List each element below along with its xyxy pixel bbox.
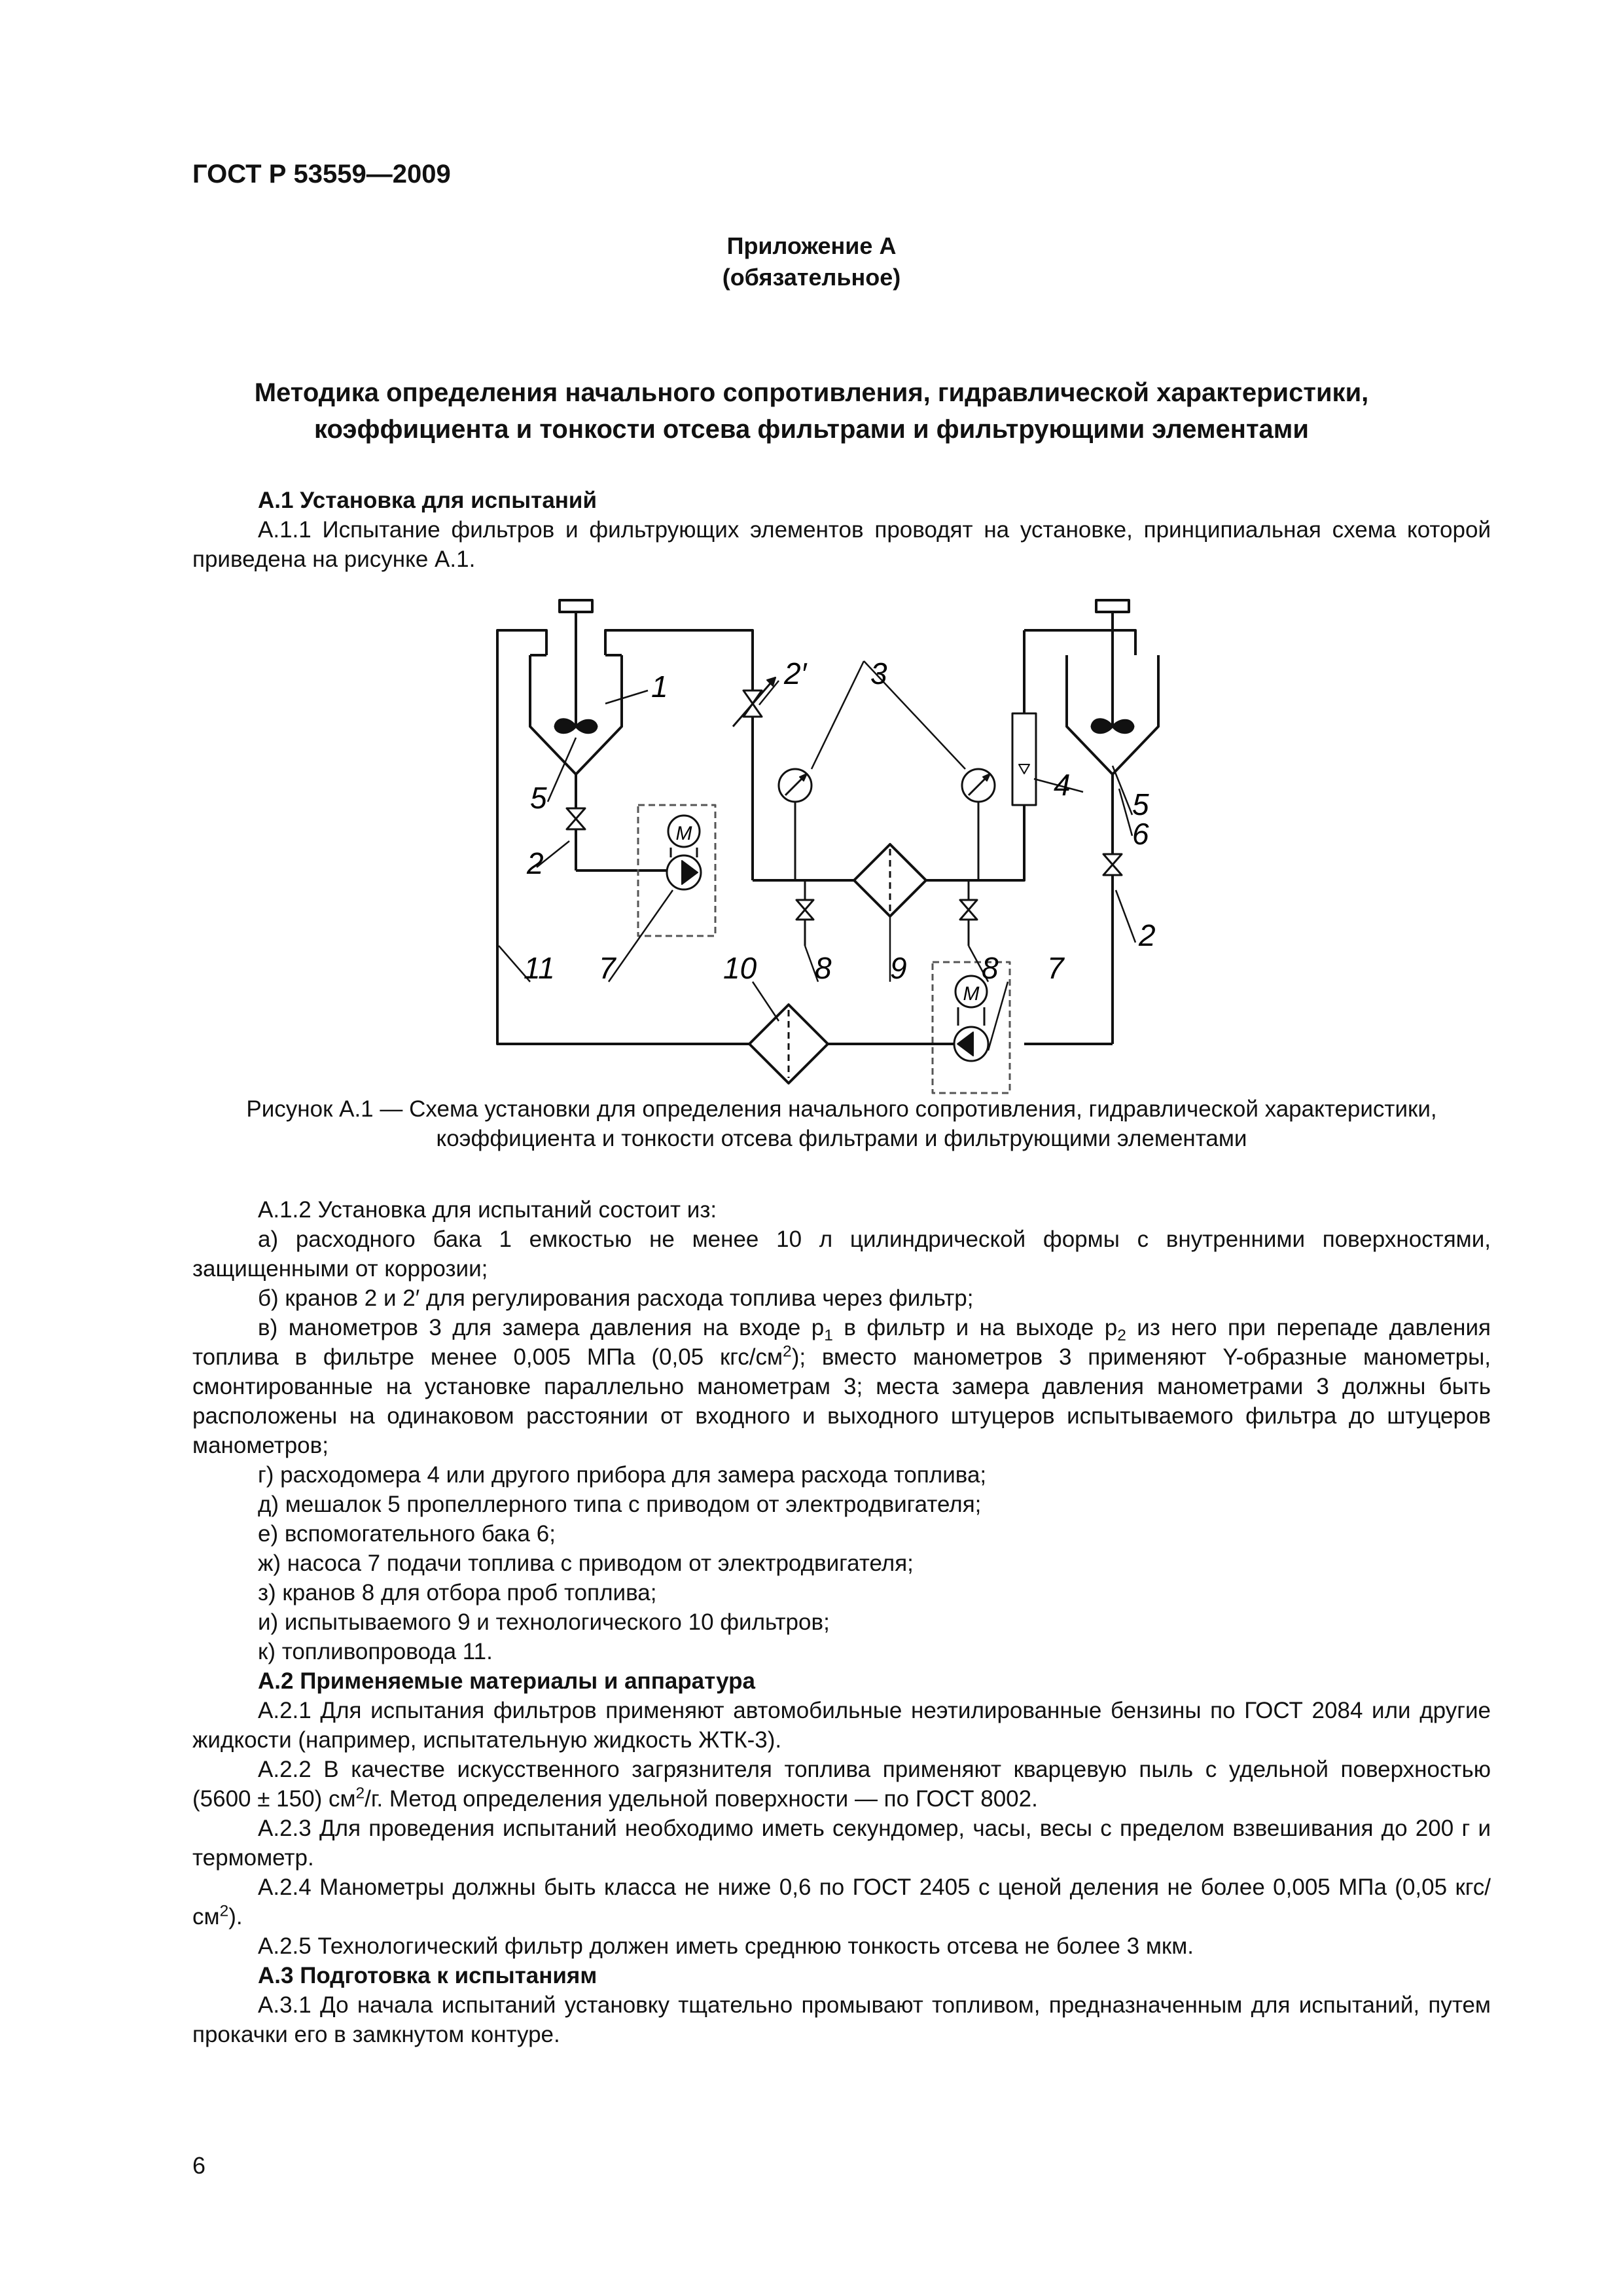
annex-status: (обязательное)	[722, 264, 901, 291]
label-7-right: 7	[1047, 951, 1064, 985]
list-item-b: б) кранов 2 и 2′ для регулирования расхода топлива через фильтр;	[258, 1285, 974, 1311]
figure-caption	[192, 1094, 1491, 1153]
right-valve-2	[1103, 854, 1122, 875]
figure-caption-line1: Рисунок А.1 — Схема установки для определения начального сопротивления, гидравлической характеристики,	[246, 1096, 1437, 1122]
body-text	[192, 1195, 1491, 2049]
list-item-g: г) расходомера 4 или другого прибора для замера расхода топлива;	[258, 1462, 987, 1488]
right-motor-label: M	[963, 983, 980, 1005]
label-11: 11	[524, 951, 555, 985]
paragraph-a3-1: А.3.1 До начала испытаний установку тщательно промывают топливом, предназначенным для испытаний, путем прокачки его в замкнутом контуре.	[192, 1992, 1491, 2047]
left-valve-2	[567, 808, 585, 829]
label-1: 1	[651, 670, 668, 704]
annex-heading	[0, 230, 1623, 293]
left-motor-label: M	[675, 823, 692, 844]
paragraph-a2-1: А.2.1 Для испытания фильтров применяют автомобильные неэтилированные бензины по ГОСТ 2084 или другие жидкости (например, испытательную жидкость ЖТК-3).	[192, 1698, 1491, 1753]
sample-tap-right	[960, 900, 977, 920]
label-7-left: 7	[599, 951, 616, 985]
section-a2-heading: А.2 Применяемые материалы и аппаратура	[258, 1668, 756, 1694]
section-a1	[192, 486, 1491, 574]
annex-title	[196, 374, 1427, 448]
list-item-d: д) мешалок 5 пропеллерного типа с приводом от электродвигателя;	[258, 1492, 982, 1517]
annex-title-line2: коэффициента и тонкости отсева фильтрами и фильтрующими элементами	[314, 415, 1309, 444]
paragraph-a1-2-intro: А.1.2 Установка для испытаний состоит из:	[258, 1197, 717, 1223]
label-9: 9	[890, 951, 907, 985]
label-2-left: 2	[527, 846, 544, 880]
list-item-i: и) испытываемого 9 и технологического 10 фильтров;	[258, 1609, 830, 1635]
right-tank-cap	[1096, 600, 1129, 612]
page-number: 6	[192, 2152, 206, 2179]
label-5-right: 5	[1132, 787, 1149, 821]
label-8-left: 8	[815, 951, 832, 985]
sample-tap-left	[796, 900, 813, 920]
label-5-left: 5	[530, 781, 547, 815]
label-3: 3	[870, 656, 887, 691]
section-a3-heading: А.3 Подготовка к испытаниям	[258, 1963, 597, 1988]
test-rig-schematic	[471, 592, 1156, 1090]
label-2-right: 2	[1139, 918, 1156, 952]
list-item-e: е) вспомогательного бака 6;	[258, 1521, 556, 1547]
list-item-v: в) манометров 3 для замера давления на входе $p_1$ в фильтр и на выходе $p_2$ из него при перепаде давления топлива в фильтре менее 0,005 МПа (0,05 кгс/$см^2$); вместо манометров 3 применяют Y-образные манометры, смонтированные на установке параллельно манометрам 3; места замера давления манометрами 3 должны быть расположены на одинаковом расстоянии от входного и выходного штуцеров испытываемого фильтра до штуцеров манометров;	[192, 1315, 1491, 1458]
paragraph-a2-2: А.2.2 В качестве искусственного загрязнителя топлива применяют кварцевую пыль с удельной поверхностью (5600 ± 150) $см^2/г$. Метод определения удельной поверхности — по ГОСТ 8002.	[192, 1757, 1491, 1812]
label-10: 10	[723, 951, 757, 985]
section-a1-heading: А.1 Установка для испытаний	[258, 488, 597, 513]
label-8-right: 8	[982, 951, 999, 985]
flowmeter-4	[1012, 713, 1036, 805]
paragraph-a1-1: А.1.1 Испытание фильтров и фильтрующих элементов проводят на установке, принципиальная схема которой приведена на рисунке А.1.	[192, 517, 1491, 572]
list-item-k: к) топливопровода 11.	[258, 1639, 493, 1664]
left-tank-cap	[560, 600, 592, 612]
figure-caption-line2: коэффициента и тонкости отсева фильтрами и фильтрующими элементами	[436, 1126, 1247, 1151]
paragraph-a2-5: А.2.5 Технологический фильтр должен иметь среднюю тонкость отсева не более 3 мкм.	[258, 1933, 1194, 1959]
label-6: 6	[1132, 817, 1149, 851]
label-2-prime: 2′	[784, 656, 807, 691]
annex-label: Приложение А	[726, 232, 897, 259]
label-4: 4	[1054, 768, 1071, 802]
paragraph-a2-4: А.2.4 Манометры должны быть класса не ниже 0,6 по ГОСТ 2405 с ценой деления не более 0,005 МПа (0,05 кгс/$см^2$).	[192, 1874, 1491, 1929]
list-item-zh: ж) насоса 7 подачи топлива с приводом от электродвигателя;	[258, 1551, 914, 1576]
document-code: ГОСТ Р 53559—2009	[192, 160, 451, 188]
list-item-z: з) кранов 8 для отбора проб топлива;	[258, 1580, 657, 1605]
paragraph-a2-3: А.2.3 Для проведения испытаний необходимо иметь секундомер, часы, весы с пределом взвешивания до 200 г и термометр.	[192, 1816, 1491, 1871]
list-item-a: а) расходного бака 1 емкостью не менее 10 л цилиндрической формы с внутренними поверхностями, защищенными от коррозии;	[192, 1227, 1491, 1282]
annex-title-line1: Методика определения начального сопротивления, гидравлической характеристики,	[254, 378, 1369, 407]
